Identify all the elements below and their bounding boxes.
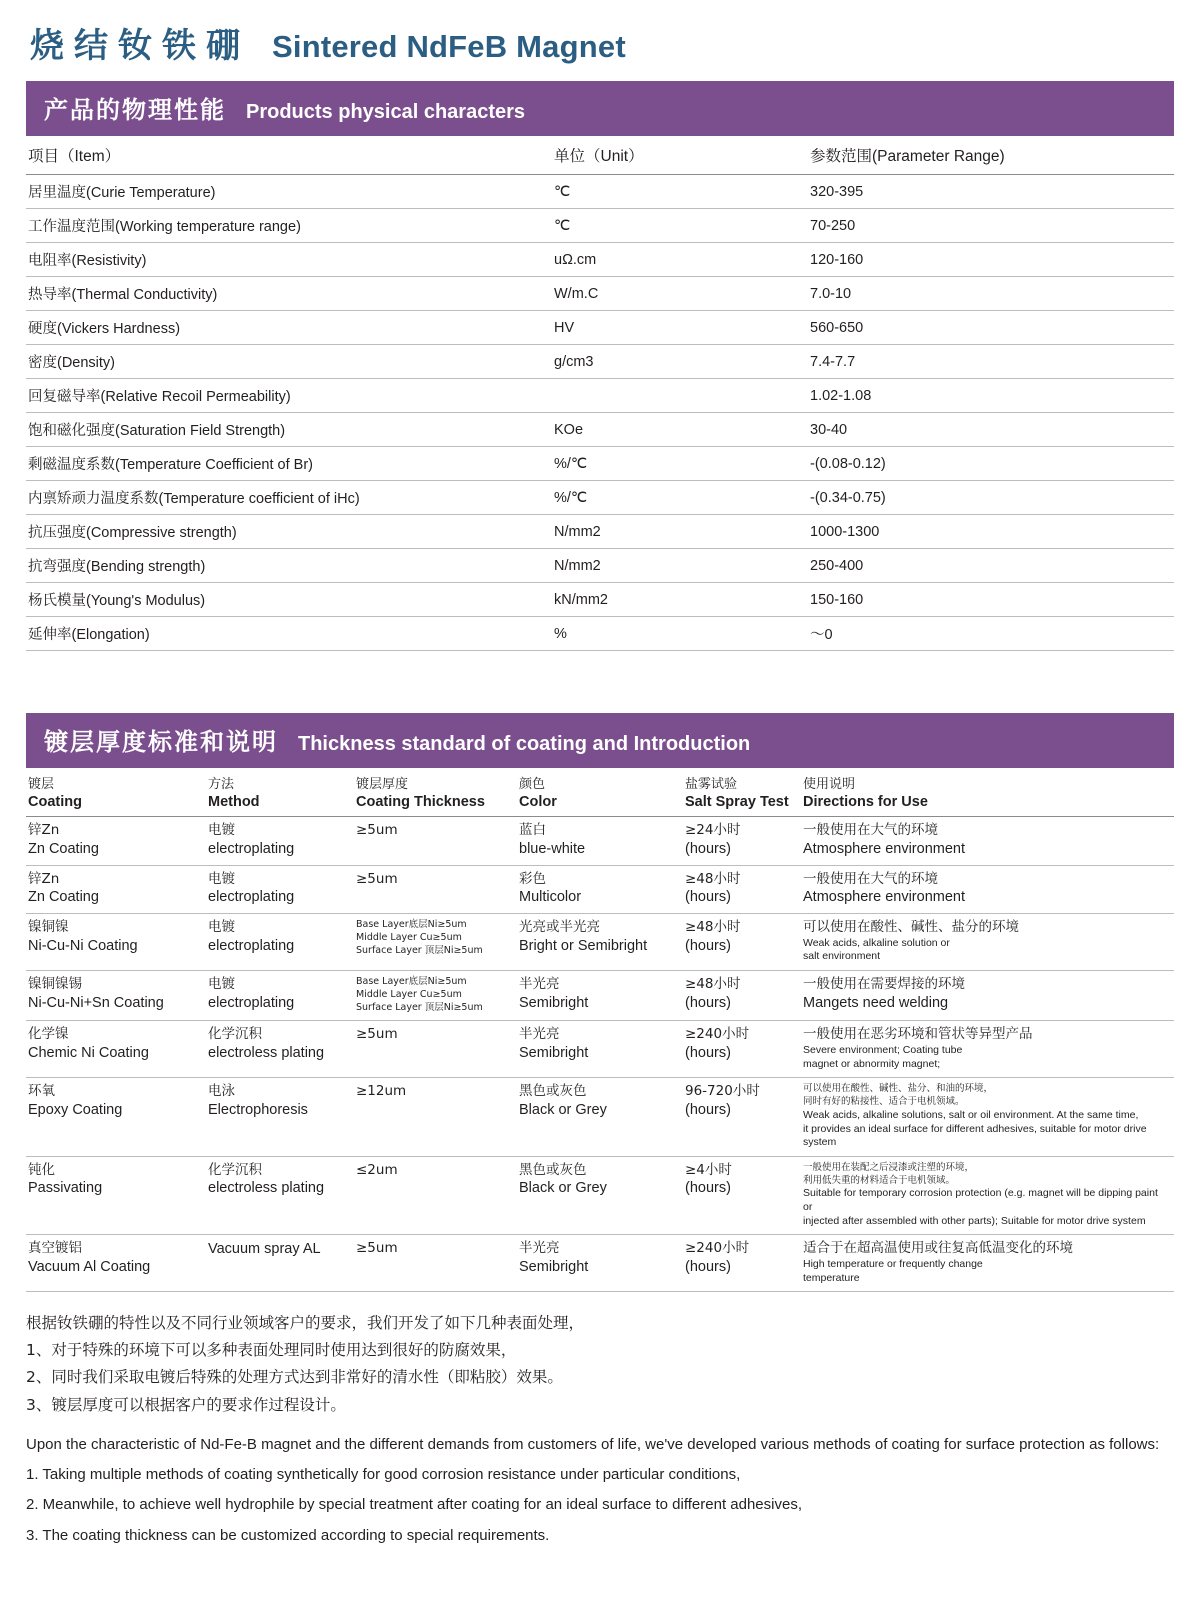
cell-method bbox=[206, 1078, 354, 1157]
cell-method bbox=[206, 865, 354, 913]
cell-thickness bbox=[354, 1156, 517, 1235]
section1-title-english: Products physical characters bbox=[246, 101, 526, 123]
cell-salt-spray bbox=[683, 1156, 801, 1235]
cell-range: 30-40 bbox=[808, 413, 1174, 447]
column-header-unit: 单位（Unit） bbox=[552, 136, 808, 175]
header-english: Color bbox=[519, 794, 557, 811]
color-english: Semibright bbox=[519, 994, 589, 1011]
coating-english: Zn Coating bbox=[28, 889, 99, 906]
salt-english: (hours) bbox=[685, 1258, 731, 1275]
note-line: 1、对于特殊的环境下可以多种表面处理同时使用达到很好的防腐效果， bbox=[26, 1341, 517, 1360]
cell-item: 硬度(Vickers Hardness) bbox=[26, 311, 552, 345]
note-line: Upon the characteristic of Nd-Fe-B magnet and the different demands from customers of life, we've developed various methods of coating for surface protection as follows: bbox=[26, 1435, 1160, 1453]
cell-coating bbox=[26, 914, 206, 971]
cell-unit: KOe bbox=[552, 413, 808, 447]
cell-range: 1.02-1.08 bbox=[808, 379, 1174, 413]
table-row bbox=[26, 447, 1174, 481]
salt-english: (hours) bbox=[685, 840, 731, 857]
table-row bbox=[26, 345, 1174, 379]
coating-chinese: 镍铜镍锡 bbox=[28, 975, 82, 992]
cell-item: 内禀矫顽力温度系数(Temperature coefficient of iHc) bbox=[26, 481, 552, 515]
cell-range: ～0 bbox=[808, 617, 1174, 651]
cell-thickness bbox=[354, 1021, 517, 1078]
header-chinese: 方法 bbox=[208, 777, 235, 792]
cell-salt-spray bbox=[683, 1021, 801, 1078]
cell-method bbox=[206, 817, 354, 865]
column-header-thickness bbox=[354, 770, 517, 817]
cell-unit: uΩ.cm bbox=[552, 243, 808, 277]
color-english: Semibright bbox=[519, 1044, 589, 1061]
header-chinese: 镀层 bbox=[28, 777, 55, 792]
note-line: 2、同时我们采取电镀后特殊的处理方式达到非常好的清水性（即粘胶）效果。 bbox=[26, 1368, 563, 1387]
coating-table bbox=[26, 770, 1174, 1292]
cell-salt-spray bbox=[683, 1235, 801, 1292]
column-header-color bbox=[517, 770, 683, 817]
cell-unit: ℃ bbox=[552, 175, 808, 209]
cell-range: 7.0-10 bbox=[808, 277, 1174, 311]
cell-color bbox=[517, 865, 683, 913]
header-chinese: 使用说明 bbox=[803, 777, 856, 792]
table-row bbox=[26, 1021, 1174, 1078]
cell-color bbox=[517, 970, 683, 1020]
cell-directions bbox=[801, 865, 1174, 913]
table-header-row bbox=[26, 770, 1174, 817]
header-english: Directions for Use bbox=[803, 794, 928, 811]
thickness-value: ≥5um bbox=[356, 822, 398, 839]
cell-salt-spray bbox=[683, 1078, 801, 1157]
thickness-value: ≤2um bbox=[356, 1161, 398, 1178]
cell-coating bbox=[26, 1235, 206, 1292]
cell-thickness bbox=[354, 817, 517, 865]
header-chinese: 盐雾试验 bbox=[685, 777, 738, 792]
salt-english: (hours) bbox=[685, 1180, 731, 1197]
color-english: blue-white bbox=[519, 840, 586, 857]
method-chinese: 电镀 bbox=[208, 919, 235, 936]
method-english: electroplating bbox=[208, 937, 295, 954]
method-english: electroless plating bbox=[208, 1044, 325, 1061]
notes-chinese bbox=[26, 1310, 1174, 1419]
cell-item: 电阻率(Resistivity) bbox=[26, 243, 552, 277]
salt-english: (hours) bbox=[685, 889, 731, 906]
salt-chinese: ≥4小时 bbox=[685, 1161, 732, 1178]
directions-chinese: 可以使用在酸性、碱性、盐分、和油的环境， 同时有好的粘接性、适合于电机领域。 bbox=[803, 1083, 994, 1108]
salt-chinese: ≥240小时 bbox=[685, 1240, 750, 1257]
thickness-detail: Base Layer底层Ni≥5um Middle Layer Cu≥5um Surface Layer 顶层Ni≥5um bbox=[356, 975, 483, 1013]
cell-coating bbox=[26, 1156, 206, 1235]
cell-thickness bbox=[354, 1078, 517, 1157]
table-row bbox=[26, 1078, 1174, 1157]
header-english: Coating bbox=[28, 794, 82, 811]
cell-item: 回复磁导率(Relative Recoil Permeability) bbox=[26, 379, 552, 413]
salt-chinese: ≥48小时 bbox=[685, 919, 741, 936]
cell-color bbox=[517, 1078, 683, 1157]
coating-english: Zn Coating bbox=[28, 840, 99, 857]
header-chinese: 颜色 bbox=[519, 777, 546, 792]
cell-directions bbox=[801, 1235, 1174, 1292]
table-header-row bbox=[26, 136, 1174, 175]
note-line: 3. The coating thickness can be customized according to special requirements. bbox=[26, 1526, 550, 1544]
column-header-directions bbox=[801, 770, 1174, 817]
cell-range: 7.4-7.7 bbox=[808, 345, 1174, 379]
thickness-value: ≥5um bbox=[356, 1026, 398, 1043]
cell-range: -(0.08-0.12) bbox=[808, 447, 1174, 481]
table-row bbox=[26, 311, 1174, 345]
physical-characters-table bbox=[26, 136, 1174, 651]
method-english: Vacuum spray AL bbox=[208, 1241, 321, 1258]
directions-chinese: 一般使用在大气的环境 bbox=[803, 870, 938, 887]
table-row bbox=[26, 817, 1174, 865]
salt-chinese: ≥240小时 bbox=[685, 1026, 750, 1043]
cell-item: 工作温度范围(Working temperature range) bbox=[26, 209, 552, 243]
cell-color bbox=[517, 914, 683, 971]
table-row bbox=[26, 515, 1174, 549]
color-chinese: 半光亮 bbox=[519, 1240, 560, 1257]
cell-unit: % bbox=[552, 617, 808, 651]
directions-chinese: 一般使用在装配之后浸漆或注塑的环境， 利用低失重的材料适合于电机领域。 bbox=[803, 1161, 975, 1186]
method-chinese: 电镀 bbox=[208, 870, 235, 887]
cell-unit bbox=[552, 379, 808, 413]
table-row bbox=[26, 277, 1174, 311]
salt-english: (hours) bbox=[685, 1044, 731, 1061]
section1-title-chinese: 产品的物理性能 bbox=[44, 96, 226, 124]
color-chinese: 黑色或灰色 bbox=[519, 1083, 587, 1100]
header-english: Salt Spray Test bbox=[685, 794, 789, 811]
table-row bbox=[26, 175, 1174, 209]
coating-chinese: 锌Zn bbox=[28, 870, 60, 887]
cell-unit: HV bbox=[552, 311, 808, 345]
cell-coating bbox=[26, 865, 206, 913]
coating-english: Epoxy Coating bbox=[28, 1101, 123, 1118]
cell-coating bbox=[26, 1021, 206, 1078]
column-header-salt-spray bbox=[683, 770, 801, 817]
color-english: Black or Grey bbox=[519, 1101, 607, 1118]
color-english: Semibright bbox=[519, 1258, 589, 1275]
method-english: electroplating bbox=[208, 889, 295, 906]
cell-method bbox=[206, 1021, 354, 1078]
table-row bbox=[26, 243, 1174, 277]
section-header-coating-thickness bbox=[26, 713, 1174, 768]
table-row bbox=[26, 209, 1174, 243]
color-chinese: 彩色 bbox=[519, 870, 546, 887]
cell-method bbox=[206, 1156, 354, 1235]
cell-unit: %/℃ bbox=[552, 481, 808, 515]
column-header-coating bbox=[26, 770, 206, 817]
cell-item: 杨氏模量(Young's Modulus) bbox=[26, 583, 552, 617]
directions-english: Mangets need welding bbox=[803, 994, 949, 1011]
coating-chinese: 真空镀铝 bbox=[28, 1240, 82, 1257]
coating-chinese: 锌Zn bbox=[28, 822, 60, 839]
cell-color bbox=[517, 817, 683, 865]
cell-range: -(0.34-0.75) bbox=[808, 481, 1174, 515]
coating-english: Chemic Ni Coating bbox=[28, 1044, 149, 1061]
method-english: electroless plating bbox=[208, 1180, 325, 1197]
table-row bbox=[26, 1156, 1174, 1235]
directions-detail: Weak acids, alkaline solution or salt environment bbox=[803, 936, 950, 963]
method-chinese: 化学沉积 bbox=[208, 1161, 262, 1178]
cell-unit: kN/mm2 bbox=[552, 583, 808, 617]
section-header-physical-characters bbox=[26, 81, 1174, 136]
cell-coating bbox=[26, 817, 206, 865]
cell-thickness bbox=[354, 1235, 517, 1292]
table-row bbox=[26, 970, 1174, 1020]
table-row bbox=[26, 865, 1174, 913]
notes-section bbox=[26, 1310, 1174, 1548]
cell-salt-spray bbox=[683, 914, 801, 971]
method-english: Electrophoresis bbox=[208, 1101, 308, 1118]
cell-salt-spray bbox=[683, 817, 801, 865]
directions-detail: High temperature or frequently change temperature bbox=[803, 1257, 983, 1284]
spacer bbox=[26, 651, 1174, 713]
coating-chinese: 环氧 bbox=[28, 1083, 55, 1100]
salt-chinese: ≥48小时 bbox=[685, 975, 741, 992]
coating-english: Passivating bbox=[28, 1180, 103, 1197]
salt-english: (hours) bbox=[685, 994, 731, 1011]
header-english: Coating Thickness bbox=[356, 794, 485, 811]
cell-item: 抗弯强度(Bending strength) bbox=[26, 549, 552, 583]
method-chinese: 电泳 bbox=[208, 1083, 235, 1100]
color-chinese: 黑色或灰色 bbox=[519, 1161, 587, 1178]
directions-chinese: 适合于在超高温使用或往复高低温变化的环境 bbox=[803, 1240, 1073, 1257]
salt-chinese: ≥24小时 bbox=[685, 822, 741, 839]
cell-item: 居里温度(Curie Temperature) bbox=[26, 175, 552, 209]
method-english: electroplating bbox=[208, 994, 295, 1011]
color-english: Bright or Semibright bbox=[519, 937, 648, 954]
cell-directions bbox=[801, 1078, 1174, 1157]
cell-item: 密度(Density) bbox=[26, 345, 552, 379]
cell-range: 250-400 bbox=[808, 549, 1174, 583]
color-chinese: 半光亮 bbox=[519, 1026, 560, 1043]
coating-english: Ni-Cu-Ni Coating bbox=[28, 937, 138, 954]
color-chinese: 半光亮 bbox=[519, 975, 560, 992]
method-chinese: 化学沉积 bbox=[208, 1026, 262, 1043]
thickness-value: ≥5um bbox=[356, 1240, 398, 1257]
note-line: 2. Meanwhile, to achieve well hydrophile by special treatment after coating for an ideal surface to different adhesives, bbox=[26, 1496, 802, 1514]
thickness-value: ≥5um bbox=[356, 870, 398, 887]
cell-item: 热导率(Thermal Conductivity) bbox=[26, 277, 552, 311]
cell-method bbox=[206, 970, 354, 1020]
note-line: 根据钕铁硼的特性以及不同行业领域客户的要求，我们开发了如下几种表面处理， bbox=[26, 1314, 585, 1333]
coating-chinese: 钝化 bbox=[28, 1161, 55, 1178]
directions-english: Atmosphere environment bbox=[803, 840, 965, 857]
table-row bbox=[26, 481, 1174, 515]
cell-item: 抗压强度(Compressive strength) bbox=[26, 515, 552, 549]
directions-detail: Severe environment; Coating tube magnet or abnormity magnet; bbox=[803, 1043, 963, 1070]
table-row bbox=[26, 914, 1174, 971]
cell-directions bbox=[801, 914, 1174, 971]
coating-chinese: 化学镍 bbox=[28, 1026, 69, 1043]
cell-range: 560-650 bbox=[808, 311, 1174, 345]
salt-english: (hours) bbox=[685, 1101, 731, 1118]
cell-range: 150-160 bbox=[808, 583, 1174, 617]
page-title bbox=[26, 18, 1174, 67]
cell-range: 320-395 bbox=[808, 175, 1174, 209]
cell-range: 70-250 bbox=[808, 209, 1174, 243]
note-line: 3、镀层厚度可以根据客户的要求作过程设计。 bbox=[26, 1395, 346, 1414]
cell-method bbox=[206, 1235, 354, 1292]
color-english: Multicolor bbox=[519, 889, 582, 906]
cell-item: 剩磁温度系数(Temperature Coefficient of Br) bbox=[26, 447, 552, 481]
salt-english: (hours) bbox=[685, 937, 731, 954]
directions-chinese: 一般使用在恶劣环境和管状等异型产品 bbox=[803, 1026, 1033, 1043]
table-row bbox=[26, 583, 1174, 617]
directions-chinese: 一般使用在需要焊接的环境 bbox=[803, 975, 965, 992]
method-chinese: 电镀 bbox=[208, 822, 235, 839]
thickness-detail: Base Layer底层Ni≥5um Middle Layer Cu≥5um Surface Layer 顶层Ni≥5um bbox=[356, 919, 483, 956]
cell-directions bbox=[801, 970, 1174, 1020]
coating-english: Vacuum Al Coating bbox=[28, 1258, 151, 1275]
column-header-method bbox=[206, 770, 354, 817]
cell-coating bbox=[26, 1078, 206, 1157]
cell-unit: N/mm2 bbox=[552, 549, 808, 583]
table-row bbox=[26, 549, 1174, 583]
color-chinese: 光亮或半光亮 bbox=[519, 919, 600, 936]
thickness-value: ≥12um bbox=[356, 1083, 407, 1100]
header-english: Method bbox=[208, 794, 260, 811]
cell-salt-spray bbox=[683, 865, 801, 913]
notes-english bbox=[26, 1433, 1174, 1548]
section2-title-english: Thickness standard of coating and Introduction bbox=[298, 733, 751, 755]
directions-chinese: 一般使用在大气的环境 bbox=[803, 822, 938, 839]
cell-salt-spray bbox=[683, 970, 801, 1020]
header-chinese: 镀层厚度 bbox=[356, 777, 409, 792]
directions-chinese: 可以使用在酸性、碱性、盐分的环境 bbox=[803, 919, 1019, 936]
cell-coating bbox=[26, 970, 206, 1020]
color-english: Black or Grey bbox=[519, 1180, 607, 1197]
cell-method bbox=[206, 914, 354, 971]
column-header-range: 参数范围(Parameter Range) bbox=[808, 136, 1174, 175]
cell-range: 120-160 bbox=[808, 243, 1174, 277]
cell-unit: N/mm2 bbox=[552, 515, 808, 549]
column-header-item: 项目（Item） bbox=[26, 136, 552, 175]
cell-directions bbox=[801, 1156, 1174, 1235]
cell-color bbox=[517, 1021, 683, 1078]
method-english: electroplating bbox=[208, 840, 295, 857]
cell-item: 延伸率(Elongation) bbox=[26, 617, 552, 651]
coating-english: Ni-Cu-Ni+Sn Coating bbox=[28, 994, 164, 1011]
table-row bbox=[26, 1235, 1174, 1292]
salt-chinese: ≥48小时 bbox=[685, 870, 741, 887]
color-chinese: 蓝白 bbox=[519, 822, 546, 839]
cell-color bbox=[517, 1156, 683, 1235]
cell-thickness bbox=[354, 970, 517, 1020]
table-row bbox=[26, 413, 1174, 447]
method-chinese: 电镀 bbox=[208, 975, 235, 992]
directions-detail: Weak acids, alkaline solutions, salt or oil environment. At the same time, it provides an ideal surface for different adhesives, suitable for motor drive system bbox=[803, 1108, 1147, 1149]
directions-detail: Suitable for temporary corrosion protection (e.g. magnet will be dipping paint or injected after assembled with other parts); Suitable for motor drive system bbox=[803, 1187, 1158, 1227]
cell-thickness bbox=[354, 865, 517, 913]
cell-directions bbox=[801, 1021, 1174, 1078]
table-row bbox=[26, 617, 1174, 651]
page-title-chinese: 烧结钕铁硼 bbox=[30, 26, 250, 66]
cell-unit: %/℃ bbox=[552, 447, 808, 481]
cell-unit: g/cm3 bbox=[552, 345, 808, 379]
cell-thickness bbox=[354, 914, 517, 971]
directions-english: Atmosphere environment bbox=[803, 889, 965, 906]
cell-unit: W/m.C bbox=[552, 277, 808, 311]
note-line: 1. Taking multiple methods of coating synthetically for good corrosion resistance under particular conditions, bbox=[26, 1465, 741, 1483]
salt-chinese: 96-720小时 bbox=[685, 1083, 760, 1100]
cell-range: 1000-1300 bbox=[808, 515, 1174, 549]
cell-unit: ℃ bbox=[552, 209, 808, 243]
coating-chinese: 镍铜镍 bbox=[28, 919, 69, 936]
section2-title-chinese: 镀层厚度标准和说明 bbox=[44, 728, 278, 756]
cell-directions bbox=[801, 817, 1174, 865]
cell-color bbox=[517, 1235, 683, 1292]
table-row bbox=[26, 379, 1174, 413]
page-title-english: Sintered NdFeB Magnet bbox=[272, 29, 626, 64]
cell-item: 饱和磁化强度(Saturation Field Strength) bbox=[26, 413, 552, 447]
